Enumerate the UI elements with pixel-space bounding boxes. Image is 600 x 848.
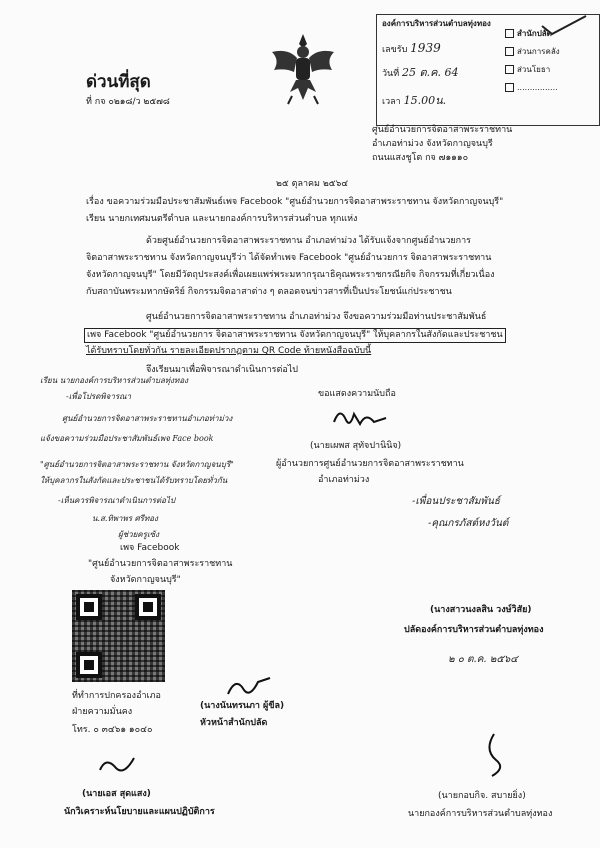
qr-caption-3: จังหวัดกาญจนบุรี" <box>110 575 181 585</box>
bottom-right-signature-image <box>480 730 510 780</box>
right-note-2: -คุณกรภัสต์หงวันต์ <box>428 518 509 529</box>
recipient-line: เรียน นายกเทศมนตรีตำบล และนายกองค์การบริหารส่วนตำบล ทุกแห่ง <box>86 214 358 224</box>
mid-signer-title: หัวหน้าสำนักปลัด <box>200 718 268 728</box>
right-signer-title: ปลัดองค์การบริหารส่วนตำบลทุ่งทอง <box>404 625 544 635</box>
garuda-emblem-icon <box>268 30 338 108</box>
sender-line-3: ถนนแสงชูโต กจ ๗๑๑๑๐ <box>372 153 469 163</box>
urgency-label: ด่วนที่สุด <box>86 72 151 92</box>
document-date: ๒๕ ตุลาคม ๒๕๖๔ <box>276 179 349 189</box>
body-p1-line-4: กับสถาบันพระมหากษัตริย์ กิจกรรมจิตอาสาต่าง ๆ ตลอดจนข่าวสารที่เป็นประโยชน์แก่ประชาชน <box>86 287 452 297</box>
stamp-receive-no: เลขรับ 1939 <box>382 41 441 55</box>
bottom-right-name: (นายกอบกิจ. สบายยิ่ง) <box>438 791 526 801</box>
reference-number: ที่ กจ ๐๒๑๘/ว ๒๕๗๘ <box>86 97 170 107</box>
right-note-1: -เพื่อนประชาสัมพันธ์ <box>412 496 500 507</box>
signature-image <box>330 404 390 430</box>
closing-text: ขอแสดงความนับถือ <box>318 389 396 399</box>
note-line-5: "ศูนย์อำนวยการจิตอาสาพระราชทาน จังหวัดกาญจนบุรี" <box>40 460 234 469</box>
bottom-left-signature-image <box>96 752 138 778</box>
checkbox-icon <box>505 47 514 56</box>
mid-signer-name: (นางนันทรนภา ผู้ขีล) <box>200 701 285 711</box>
contact-line-3: โทร. ๐ ๓๔๖๑ ๑๐๔๐ <box>72 725 153 735</box>
stamp-time: เวลา 15.00น. <box>382 94 447 107</box>
signer-title-1: ผู้อำนวยการศูนย์อำนวยการจิตอาสาพระราชทาน <box>276 459 464 469</box>
body-p1-line-3: จังหวัดกาญจนบุรี" โดยมีวัตถุประสงค์เพื่อเผยแพร่พระมหากรุณาธิคุณพระราชกรณียกิจ กิจกรรมที่เกี่ยวเนื่อง <box>86 270 495 280</box>
note-line-3: ศูนย์อำนวยการจิตอาสาพระราชทานอำเภอท่าม่วง <box>62 414 233 423</box>
stamp-check-3: ส่วนโยธา <box>505 64 550 75</box>
stamp-check-4: ................ <box>505 82 558 93</box>
contact-line-1: ที่ทำการปกครองอำเภอ <box>72 691 161 701</box>
qr-caption-2: "ศูนย์อำนวยการจิตอาสาพระราชทาน <box>88 559 233 569</box>
note-line-8: น.ส.ทิพาพร ศรีทอง <box>92 514 158 523</box>
qr-caption-1: เพจ Facebook <box>120 543 180 553</box>
sender-line-1: ศูนย์อำนวยการจิตอาสาพระราชทาน <box>372 125 513 135</box>
right-signer-date: ๒ ๐ ต.ค. ๒๕๖๔ <box>448 654 518 665</box>
body-p2-line-2: เพจ Facebook "ศูนย์อำนวยการ จิตอาสาพระราชทาน จังหวัดกาญจนบุรี" ให้บุคลากรในสังกัดและประชาชน <box>84 328 506 343</box>
note-line-7: -เห็นควรพิจารณาดำเนินการต่อไป <box>58 496 176 505</box>
body-p2-line-3: ได้รับทราบโดยทั่วกัน รายละเอียดปรากฏตาม QR Code ท้ายหนังสือฉบับนี้ <box>86 346 372 356</box>
qr-code-image <box>72 590 165 682</box>
mid-signature-image <box>224 672 274 700</box>
right-signer-name: (นางสาวนงลสิน วงษ์วิสัย) <box>430 605 532 615</box>
stamp-check-1: สำนักปลัด <box>505 28 552 39</box>
checkbox-icon <box>505 65 514 74</box>
body-p2-line-1: ศูนย์อำนวยการจิตอาสาพระราชทาน อำเภอท่าม่วง จึงขอความร่วมมือท่านประชาสัมพันธ์ <box>146 312 487 322</box>
bottom-left-name: (นายเอส สุดแสง) <box>82 789 151 799</box>
body-p1-line-1: ด้วยศูนย์อำนวยการจิตอาสาพระราชทาน อำเภอท่าม่วง ได้รับแจ้งจากศูนย์อำนวยการ <box>146 236 471 246</box>
note-line-2: -เพื่อโปรดพิจารณา <box>66 392 132 401</box>
contact-line-2: ฝ่ายความมั่นคง <box>72 707 133 717</box>
note-line-6: ให้บุคลากรในสังกัดและประชาชนได้รับทราบโดยทั่วกัน <box>40 476 228 485</box>
sender-line-2: อำเภอท่าม่วง จังหวัดกาญจนบุรี <box>372 139 493 149</box>
body-p1-line-2: จิตอาสาพระราชทาน จังหวัดกาญจนบุรีว่า ได้จัดทำเพจ Facebook "ศูนย์อำนวยการ จิตอาสาพระราชทาน <box>86 253 492 263</box>
stamp-office: องค์การบริหารส่วนตำบลทุ่งทอง <box>382 19 491 28</box>
bottom-right-title: นายกองค์การบริหารส่วนตำบลทุ่งทอง <box>408 809 553 819</box>
body-p3: จึงเรียนมาเพื่อพิจารณาดำเนินการต่อไป <box>146 365 299 375</box>
bottom-left-title: นักวิเคราะห์นโยบายและแผนปฏิบัติการ <box>64 807 215 817</box>
checkbox-icon <box>505 29 514 38</box>
subject-line: เรื่อง ขอความร่วมมือประชาสัมพันธ์เพจ Facebook "ศูนย์อำนวยการจิตอาสาพระราชทาน จังหวัดกาญจนบุรี" <box>86 197 504 207</box>
note-line-4: แจ้งขอความร่วมมือประชาสัมพันธ์เพจ Face book <box>40 434 214 443</box>
stamp-check-2: ส่วนการคลัง <box>505 46 560 57</box>
signer-name: (นายเผพส สุทัจปานินิจ) <box>310 441 402 451</box>
checkbox-icon <box>505 83 514 92</box>
signer-title-2: อำเภอท่าม่วง <box>318 475 370 485</box>
note-line-1: เรียน นายกองค์การบริหารส่วนตำบลทุ่งทอง <box>40 376 189 385</box>
note-line-9: ผู้ช่วยครูเซ้ง <box>118 530 160 539</box>
stamp-date: วันที่ 25 ต.ค. 64 <box>382 66 459 79</box>
check-mark-icon <box>540 14 590 36</box>
